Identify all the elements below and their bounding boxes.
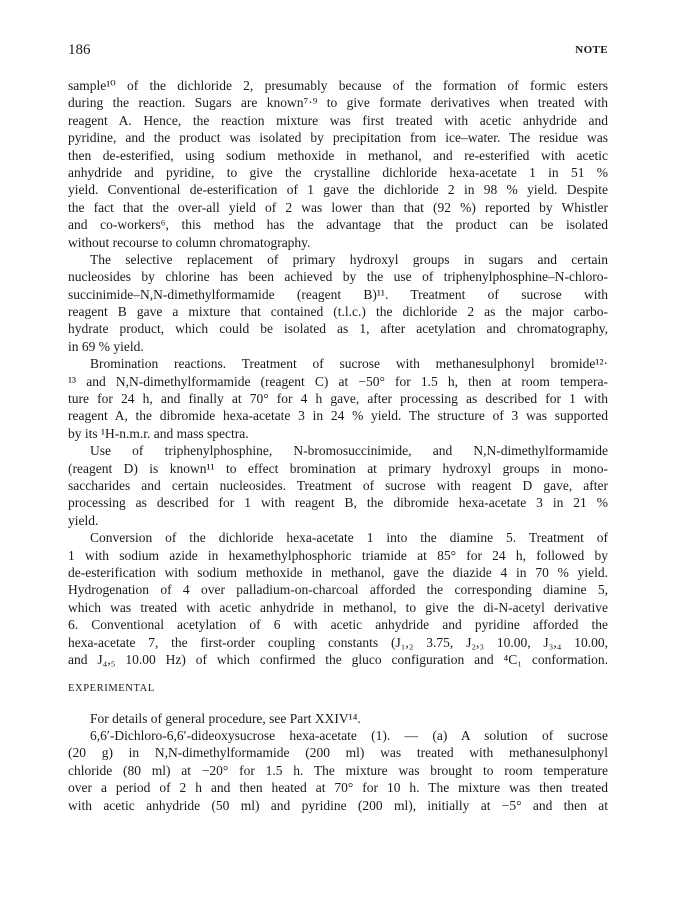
text-line: Hydrogenation of 4 over palladium-on-charcoal afforded the corresponding diamine 5, xyxy=(68,582,608,598)
text-line: and J₄,₅ 10.00 Hz) of which confirmed the gluco configuration and ⁴C₁ conformation. xyxy=(68,651,608,667)
text-line: de-esterification with sodium methoxide in methanol, gave the diazide 4 in 70 % yield. xyxy=(68,564,608,580)
text-line: and co-workers⁶, this method has the advantage that the product can be isolated xyxy=(68,217,608,233)
text-line: The selective replacement of primary hydroxyl groups in sugars and certain xyxy=(90,251,608,267)
text-line: 1 with sodium azide in hexamethylphosphoric triamide at 85° for 24 h, followed by xyxy=(68,547,608,563)
text-line: (20 g) in N,N-dimethylformamide (200 ml) was treated with methanesulphonyl xyxy=(68,745,608,761)
body-text xyxy=(68,77,608,814)
text-line: sample¹⁰ of the dichloride 2, presumably because of the formation of formic esters xyxy=(68,78,608,93)
text-line: saccharides and certain nucleosides. Treatment of sucrose with reagent D gave, after xyxy=(68,477,608,493)
section-heading: EXPERIMENTAL xyxy=(68,683,155,695)
text-line: 6,6′-Dichloro-6,6′-dideoxysucrose hexa-acetate (1). — (a) A solution of sucrose xyxy=(90,728,608,744)
text-line: ¹³ and N,N-dimethylformamide (reagent C) at −50° for 1.5 h, then at room tempera- xyxy=(68,373,608,389)
text-line: which was treated with acetic anhydride in methanol, to give the di-N-acetyl derivative xyxy=(68,599,608,615)
text-line: 6. Conventional acetylation of 6 with acetic anhydride and pyridine afforded the xyxy=(68,617,608,633)
text-line: yield. Conventional de-esterification of 1 gave the dichloride 2 in 98 % yield. Despite xyxy=(68,182,608,198)
text-line: succinimide–N,N-dimethylformamide (reagent B)¹¹. Treatment of sucrose with xyxy=(68,286,608,302)
text-line: nucleosides by chlorine has been achieved by the use of triphenylphosphine–N-chloro- xyxy=(68,269,608,285)
text-line: reagent A, the dibromide hexa-acetate 3 in 24 % yield. The structure of 3 was supported xyxy=(68,408,608,424)
text-line: anhydride and pyridine, to give the crystalline dichloride hexa-acetate 1 in 51 % xyxy=(68,164,608,180)
text-line: Use of triphenylphosphine, N-bromosuccinimide, and N,N-dimethylformamide xyxy=(90,443,608,459)
text-line: reagent A. Hence, the reaction mixture was first treated with acetic anhydride and xyxy=(68,112,608,128)
text-line: hexa-acetate 7, the first-order coupling constants (J₁,₂ 3.75, J₂,₃ 10.00, J₃,₄ 10.00, xyxy=(68,634,608,650)
text-line: without recourse to column chromatography. xyxy=(68,234,311,250)
text-line: in 69 % yield. xyxy=(68,338,144,354)
text-line: over a period of 2 h and then heated at 70° for 10 h. The mixture was then treated xyxy=(68,780,608,796)
text-line: yield. xyxy=(68,512,99,528)
text-line: Bromination reactions. Treatment of sucrose with methanesulphonyl bromide¹²· xyxy=(90,356,608,372)
text-line: chloride (80 ml) at −20° for 1.5 h. The mixture was brought to room temperature xyxy=(68,762,608,778)
text-line: the fact that the over-all yield of 2 was lower than that (92 %) reported by Whistler xyxy=(68,199,608,215)
text-line: For details of general procedure, see Part XXIV¹⁴. xyxy=(90,710,361,726)
text-line: reagent B gave a mixture that contained (t.l.c.) the dichloride 2 as the major carbo- xyxy=(68,304,608,320)
text-line: then de-esterified, using sodium methoxide in methanol, and re-esterified with acetic xyxy=(68,147,608,163)
page-number: 186 xyxy=(68,42,91,58)
text-line: by its ¹H-n.m.r. and mass spectra. xyxy=(68,425,249,441)
text-line: with acetic anhydride (50 ml) and pyridine (200 ml), initially at −5° and then at xyxy=(68,797,608,813)
text-line: (reagent D) is known¹¹ to effect bromination at primary hydroxyl groups in mono- xyxy=(68,460,608,476)
page-header xyxy=(68,42,608,62)
text-line: during the reaction. Sugars are known⁷·⁹ to give formate derivatives when treated with xyxy=(68,95,608,111)
text-line: processing as described for 1 with reagent B, the dibromide hexa-acetate 3 in 21 % xyxy=(68,495,608,511)
text-line: ture for 24 h, and finally at 70° for 4 h gave, after processing as described for 1 with xyxy=(68,391,608,407)
text-line: pyridine, and the product was isolated by precipitation from ice–water. The residue was xyxy=(68,130,608,146)
text-line: Conversion of the dichloride hexa-acetate 1 into the diamine 5. Treatment of xyxy=(90,530,608,546)
running-head: NOTE xyxy=(575,44,608,56)
text-line: hydrate product, which could be isolated as 1, after acetylation and chromatography, xyxy=(68,321,608,337)
